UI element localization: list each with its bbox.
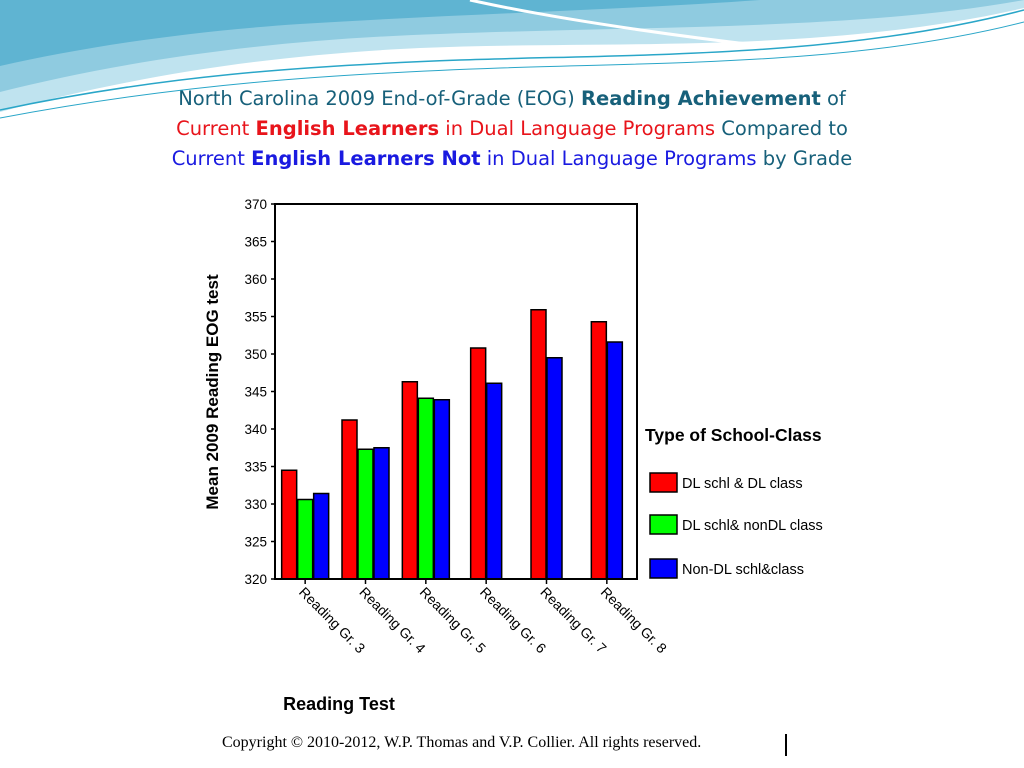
text-cursor-mark: [785, 734, 787, 756]
legend-swatch: [650, 515, 677, 534]
y-axis-label: Mean 2009 Reading EOG test: [203, 274, 222, 510]
title-part: in Dual Language Programs: [480, 147, 757, 170]
bar-nondl-gr4: [374, 448, 389, 579]
legend-title: Type of School-Class: [645, 425, 822, 445]
title-part: by Grade: [756, 147, 853, 170]
chart-panel: [169, 188, 857, 734]
bar-dl-nondl-gr4: [358, 449, 373, 579]
y-tick-label: 325: [244, 534, 267, 550]
bar-nondl-gr3: [314, 494, 329, 580]
y-tick-label: 335: [244, 459, 267, 475]
bar-dl-dl-gr7: [531, 310, 546, 579]
bar-nondl-gr6: [487, 383, 502, 579]
y-tick-label: 365: [244, 234, 267, 250]
bar-dl-dl-gr8: [591, 322, 606, 579]
x-axis: [296, 579, 670, 656]
title-part: Reading Achievement: [580, 87, 821, 110]
bar-dl-dl-gr5: [402, 382, 417, 579]
bar-dl-nondl-gr3: [298, 500, 313, 580]
y-tick-label: 320: [244, 572, 267, 587]
bar-dl-dl-gr6: [471, 348, 486, 579]
y-axis: [244, 197, 275, 587]
legend-swatch: [650, 473, 677, 492]
x-tick-label: Reading Gr. 6: [477, 583, 550, 657]
y-tick-label: 370: [244, 197, 267, 212]
bar-dl-nondl-gr5: [418, 398, 433, 579]
title-part: of: [820, 87, 846, 110]
title-part: English Learners Not: [251, 147, 481, 170]
x-axis-label: Reading Test: [283, 694, 395, 714]
x-tick-label: Reading Gr. 5: [416, 583, 490, 657]
title-part: North Carolina 2009 End-of-Grade (EOG): [178, 87, 581, 110]
y-tick-label: 345: [244, 384, 267, 400]
y-tick-label: 350: [244, 347, 267, 362]
title-part: in Dual Language Programs: [439, 117, 716, 140]
title-part: Current: [176, 117, 256, 140]
legend-label: DL schl & DL class: [682, 476, 803, 492]
legend-label: Non-DL schl&class: [682, 562, 804, 578]
bars-layer: [282, 310, 623, 579]
title-part: Current: [171, 147, 252, 170]
x-tick-label: Reading Gr. 8: [597, 583, 671, 657]
bar-chart: [169, 188, 857, 734]
bar-dl-dl-gr4: [342, 420, 357, 579]
title-part: English Learners: [255, 117, 440, 140]
x-tick-label: Reading Gr. 3: [296, 583, 369, 657]
legend: [645, 425, 823, 578]
x-tick-label: Reading Gr. 4: [356, 583, 429, 657]
y-tick-label: 340: [244, 422, 267, 437]
bar-nondl-gr8: [607, 342, 622, 579]
y-tick-label: 355: [244, 309, 267, 325]
legend-swatch: [650, 559, 677, 578]
bar-nondl-gr7: [547, 358, 562, 579]
legend-label: DL schl& nonDL class: [682, 518, 823, 534]
x-tick-label: Reading Gr. 7: [537, 583, 610, 657]
slide-title: [0, 84, 1024, 174]
copyright-notice: Copyright © 2010-2012, W.P. Thomas and V.P. Collier. All rights reserved.: [222, 734, 702, 751]
y-tick-label: 360: [244, 272, 267, 287]
bar-nondl-gr5: [434, 400, 449, 579]
title-part: Compared to: [715, 117, 848, 140]
bar-dl-dl-gr3: [282, 470, 297, 579]
y-tick-label: 330: [244, 497, 267, 512]
